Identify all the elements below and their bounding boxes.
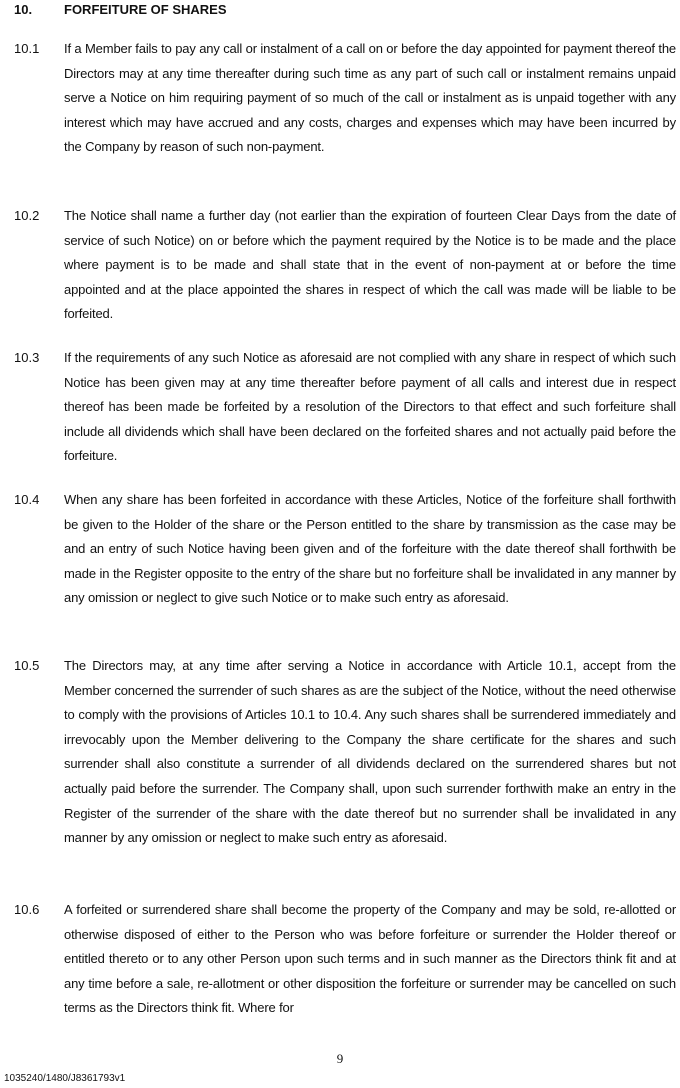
- clause-10-4: [14, 488, 676, 611]
- clause-text: If a Member fails to pay any call or instalment of a call on or before the day appointed for payment thereof the Directors may at any time thereafter during such time as any part of such call or instalment remains unpaid serve a Notice on him requiring payment of so much of the call or instalment as is unpaid together with any interest which may have accrued and any costs, charges and expenses which may have been incurred by the Company by reason of such non-payment.: [64, 41, 676, 155]
- clause-text: A forfeited or surrendered share shall become the property of the Company and may be sold, re-allotted or otherwise disposed of either to the Person who was before forfeiture or surrender the Holder thereof or entitled thereto or to any other Person upon such terms and in such manner as the Directors think fit and at any time before a sale, re-allotment or other disposition the forfeiture or surrender may be cancelled on such terms as the Directors think fit. Where for: [64, 902, 676, 1016]
- section-title: FORFEITURE OF SHARES: [64, 2, 227, 17]
- document-reference: 1035240/1480/J8361793v1: [4, 1073, 126, 1084]
- clause-text: The Directors may, at any time after serving a Notice in accordance with Article 10.1, accept from the Member concerned the surrender of such shares as are the subject of the Notice, without the need otherwise to comply with the provisions of Articles 10.1 to 10.4. Any such shares shall be surrendered immediately and irrevocably upon the Member delivering to the Company the share certificate for the shares and such surrender shall also constitute a surrender of all dividends declared on the surrendered shares but not actually paid before the surrender. The Company shall, upon such surrender forthwith make an entry in the Register of the surrender of the share with the date thereof but no surrender shall be invalidated in any manner by any omission or neglect to make such entry as aforesaid.: [64, 658, 676, 846]
- clause-number: 10.4: [14, 492, 40, 507]
- clause-number: 10.5: [14, 658, 40, 673]
- clause-number: 10.3: [14, 350, 40, 365]
- clause-10-3: [14, 346, 676, 469]
- section-heading: [14, 0, 227, 20]
- clause-10-1: [14, 37, 676, 160]
- clause-text: When any share has been forfeited in accordance with these Articles, Notice of the forfeiture shall forthwith be given to the Holder of the share or the Person entitled to the share by transmission as the case may be and an entry of such Notice having been given and of the forfeiture with the date thereof shall forthwith be made in the Register opposite to the entry of the share but no forfeiture shall be invalidated in any manner by any omission or neglect to give such Notice or to make such entry as aforesaid.: [64, 492, 676, 606]
- clause-10-6: [14, 898, 676, 1021]
- clause-10-5: [14, 654, 676, 851]
- clause-number: 10.2: [14, 208, 40, 223]
- clause-number: 10.6: [14, 902, 40, 917]
- clause-10-2: [14, 204, 676, 327]
- section-number: 10.: [14, 2, 33, 17]
- clause-number: 10.1: [14, 41, 40, 56]
- page-number: 9: [336, 1051, 344, 1066]
- clause-text: If the requirements of any such Notice as aforesaid are not complied with any share in respect of which such Notice has been given may at any time thereafter before payment of all calls and interest due in respect thereof has been made be forfeited by a resolution of the Directors to that effect and such forfeiture shall include all dividends which shall have been declared on the forfeited shares and not actually paid before the forfeiture.: [64, 350, 676, 464]
- clause-text: The Notice shall name a further day (not earlier than the expiration of fourteen Clear Days from the date of service of such Notice) on or before which the payment required by the Notice is to be made and the place where payment is to be made and shall state that in the event of non-payment at or before the time appointed and at the place appointed the shares in respect of which the call was made will be liable to be forfeited.: [64, 208, 676, 322]
